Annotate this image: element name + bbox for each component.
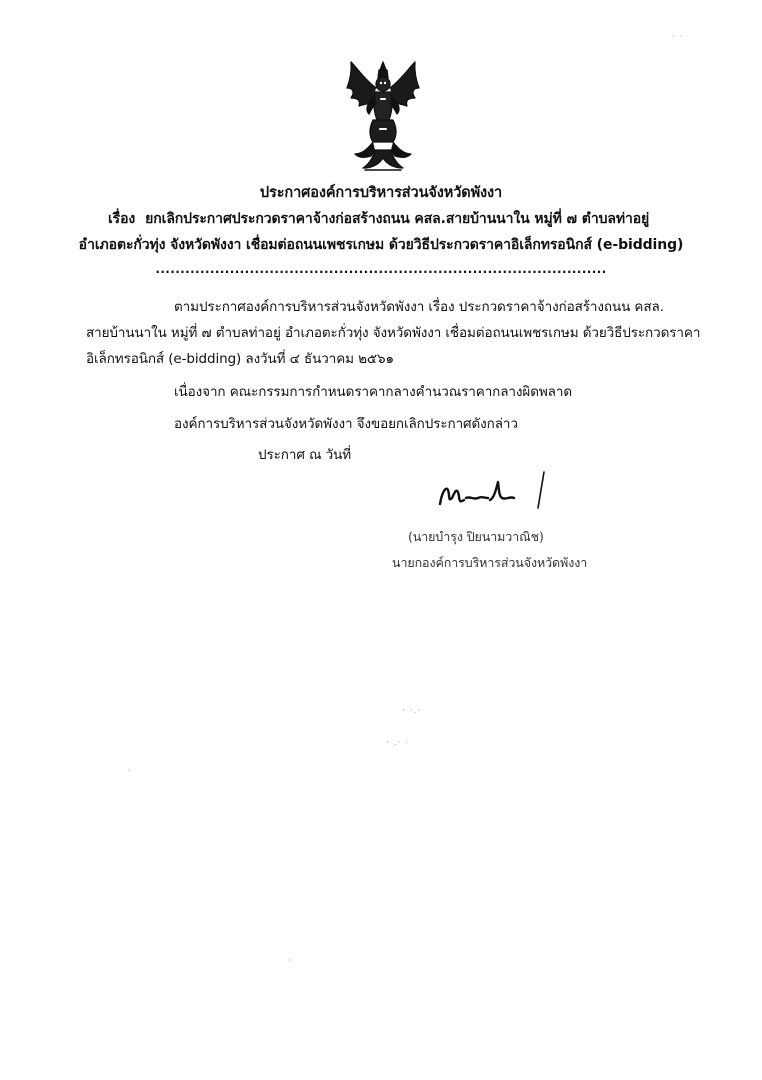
signatory-name: (นายบำรุง ปิยนามวาณิช) <box>408 529 544 544</box>
subject-line-1 <box>108 210 649 228</box>
body-paragraph-1-line-1: ตามประกาศองค์การบริหารส่วนจังหวัดพังงา เรื่อง ประกวดราคาจ้างก่อสร้างถนน คสล. <box>174 299 664 315</box>
subject-line-2: อำเภอตะกั่วทุ่ง จังหวัดพังงา เชื่อมต่อถนนเพชรเกษม ด้วยวิธีประกวดราคาอิเล็กทรอนิกส์ (e-bidding) <box>78 237 684 253</box>
handwritten-signature <box>436 468 556 514</box>
signatory-position: นายกองค์การบริหารส่วนจังหวัดพังงา <box>392 555 588 570</box>
body-paragraph-3: องค์การบริหารส่วนจังหวัดพังงา จึงขอยกเลิกประกาศดังกล่าว <box>174 416 518 432</box>
scan-speck: · ·.· <box>402 706 422 716</box>
body-paragraph-2: เนื่องจาก คณะกรรมการกำหนดราคากลางคำนวณราคากลางผิดพลาด <box>174 384 572 400</box>
dated-line: ประกาศ ณ วันที่ <box>258 447 352 463</box>
body-paragraph-1-line-3: อิเล็กทรอนิกส์ (e-bidding) ลงวันที่ ๔ ธันวาคม ๒๕๖๑ <box>86 351 394 367</box>
subject-text-1: ยกเลิกประกาศประกวดราคาจ้างก่อสร้างถนน คสล.สายบ้านนาใน หมู่ที่ ๗ ตำบลท่าอยู่ <box>145 211 650 227</box>
announcement-title: ประกาศองค์การบริหารส่วนจังหวัดพังงา <box>259 185 503 201</box>
subject-label: เรื่อง <box>108 211 136 227</box>
scan-speck: · .· · <box>386 738 410 748</box>
garuda-emblem-icon <box>343 58 423 176</box>
body-paragraph-1-line-2: สายบ้านนาใน หมู่ที่ ๗ ตำบลท่าอยู่ อำเภอตะกั่วทุ่ง จังหวัดพังงา เชื่อมต่อถนนเพชรเกษม ด้วยวิธีประกวดราคา <box>86 325 701 341</box>
scan-speck: · · <box>672 32 684 42</box>
scan-speck: · <box>288 956 292 966</box>
dotted-separator: ........................................................................................... <box>155 262 607 276</box>
scan-speck: · <box>128 766 132 776</box>
